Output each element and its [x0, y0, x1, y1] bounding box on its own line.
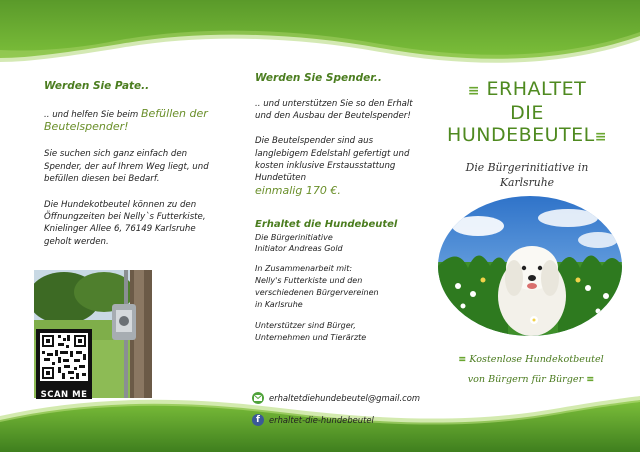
heading-erhaltet: Erhaltet die Hundebeutel — [255, 219, 398, 231]
heading-pate: Werden Sie Pate.. — [44, 80, 150, 92]
qr-label: SCAN ME — [40, 390, 88, 400]
tagline — [446, 350, 616, 390]
heading-spender: Werden Sie Spender.. — [255, 72, 382, 84]
panel-middle — [255, 72, 430, 344]
qr-code[interactable] — [36, 329, 92, 399]
email-contact[interactable] — [252, 392, 420, 404]
para-pate-1: Sie suchen sich ganz einfach den Spender, der auf Ihrem Weg liegt, und befüllen diesen bei Bedarf. — [44, 149, 209, 184]
mail-icon — [252, 392, 264, 404]
price: einmalig 170 €. — [255, 184, 341, 198]
title-line-3: HUNDEBEUTEL≡ — [447, 124, 607, 146]
initiator-label: Initiator Andreas Gold — [255, 244, 343, 254]
title-line-1: ≡ ERHALTET — [467, 78, 587, 100]
email-text[interactable]: erhaltetdiehundebeutel@gmail.com — [269, 393, 420, 403]
tagline-line-2: von Bürgern für Bürger ≡ — [467, 374, 595, 385]
intro-pate — [44, 108, 214, 134]
tagline-line-1: ≡ Kostenlose Hundekotbeutel — [458, 354, 604, 365]
qr-pattern — [36, 329, 92, 385]
facebook-text[interactable]: erhaltet-die-hundebeutel — [269, 415, 374, 425]
initiative-label: Die Bürgerinitiative — [255, 233, 333, 243]
facebook-contact[interactable] — [252, 414, 374, 426]
para-pate-2: Die Hundekotbeutel können zu den Öffnungzeiten bei Nelly`s Futterkiste, Knielinger Allee 6, 76149 Karlsruhe geholt werden. — [44, 200, 206, 247]
para-spender-2: Die Beutelspender sind aus langlebigem Edelstahl gefertigt und kosten inklusive Erstausstattung Hundetüten — [255, 136, 410, 184]
para-spender-1: .. und unterstützen Sie so den Erhalt und den Ausbau der Beutelspender! — [255, 99, 413, 122]
main-title — [432, 78, 622, 148]
panel-left — [44, 80, 214, 248]
intro-highlight: Befüllen der Beutelspender! — [44, 107, 208, 134]
intro-prefix: .. und helfen Sie beim — [44, 110, 141, 120]
dog-photo — [438, 196, 622, 336]
cooperation-text: In Zusammenarbeit mit: Nelly's Futterkiste und den verschiedenen Bürgervereinen in Karlsruhe — [255, 264, 379, 310]
title-line-2: DIE — [510, 102, 544, 124]
facebook-icon: f — [252, 414, 264, 426]
supporters-text: Unterstützer sind Bürger, Unternehmen und Tierärzte — [255, 321, 367, 343]
subtitle: Die Bürgerinitiative in Karlsruhe — [465, 161, 589, 189]
